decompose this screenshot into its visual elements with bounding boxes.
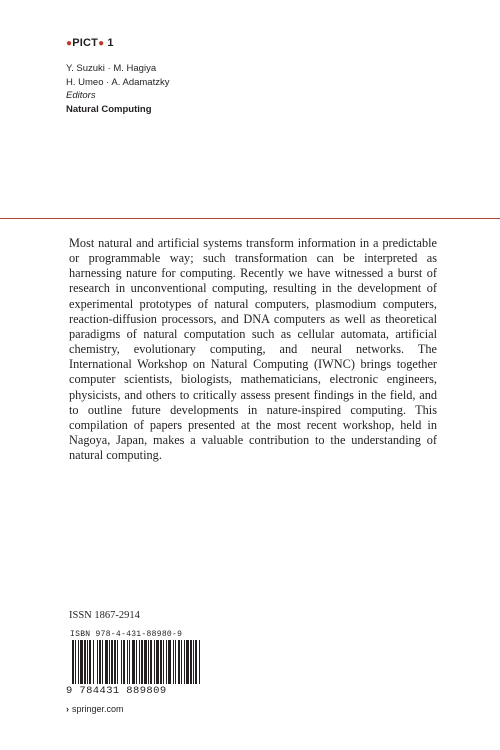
barcode-bar [166,640,167,684]
barcode-bar [129,640,130,684]
series-number: 1 [107,37,114,49]
barcode-bar [190,640,192,684]
barcode-bar [93,640,94,684]
barcode-bar [123,640,125,684]
barcode-bar [136,640,137,684]
editors-line-1: Y. Suzuki · M. Hagiya [66,63,157,74]
barcode-bar [109,640,110,684]
editors-role: Editors [66,90,96,102]
barcode-bar [132,640,135,684]
barcode-bar [87,640,88,684]
barcode-bar [168,640,171,684]
barcode-bar [84,640,86,684]
publisher-url: springer.com [72,704,124,714]
barcode-bar [178,640,180,684]
barcode-bar [195,640,197,684]
barcode-bar [141,640,143,684]
series-name: PICT [72,37,99,49]
barcode [70,640,204,686]
barcode-graphic [70,640,204,686]
barcode-bar [156,640,159,684]
bullet-icon: ● [66,38,73,49]
barcode-bar [163,640,164,684]
barcode-bar [114,640,116,684]
barcode-bar [75,640,76,684]
barcode-bar [72,640,74,684]
barcode-bar [173,640,174,684]
chevron-right-icon: › [66,704,69,714]
barcode-bar [184,640,185,684]
barcode-bar [193,640,194,684]
barcode-bar [89,640,91,684]
barcode-bar [111,640,113,684]
barcode-bar [127,640,128,684]
barcode-bar [199,640,200,684]
issn-label: ISSN 1867-2914 [69,610,140,621]
barcode-bar [105,640,108,684]
barcode-bar [148,640,149,684]
barcode-bar [102,640,103,684]
barcode-bar [117,640,118,684]
barcode-bar [78,640,79,684]
editors-line-2: H. Umeo · A. Adamatzky [66,76,170,88]
barcode-bar [144,640,147,684]
barcode-bar [150,640,152,684]
barcode-bar [154,640,155,684]
divider-rule [0,218,500,219]
isbn-digits: 9 784431 889809 [66,685,167,697]
book-title: Natural Computing [66,103,152,115]
barcode-bar [186,640,189,684]
publisher-link[interactable] [66,704,124,714]
barcode-bar [181,640,182,684]
barcode-bar [139,640,140,684]
barcode-bar [80,640,83,684]
series-label [66,37,114,49]
barcode-bar [175,640,176,684]
barcode-bar [97,640,98,684]
barcode-bar [121,640,122,684]
editors-block [66,62,169,116]
isbn-label: ISBN 978-4-431-88980-9 [70,630,183,639]
barcode-bar [99,640,101,684]
bullet-icon: ● [98,38,105,49]
back-cover-blurb: Most natural and artificial systems transform information in a predictable or programmable way; such transformation can be interpreted as harnessing nature for computing. Recently we have witnessed a burst of research in unconventional computing, resulting in the development of experimental prototypes of natural computers, plasmodium computers, reaction-diffusion processors, and DNA computers as well as theoretical paradigms of natural computation such as cellular automata, artificial chemistry, evolutionary computing, and neural networks. The International Workshop on Natural Computing (IWNC) brings together computer scientists, biologists, mathematicians, electronic engineers, physicists, and others to critically assess present findings in the field, and to outline future developments in nature-inspired computing. This compilation of papers presented at the most recent workshop, held in Nagoya, Japan, makes a valuable contribution to the understanding of natural computing. [69,236,437,463]
barcode-bar [160,640,162,684]
